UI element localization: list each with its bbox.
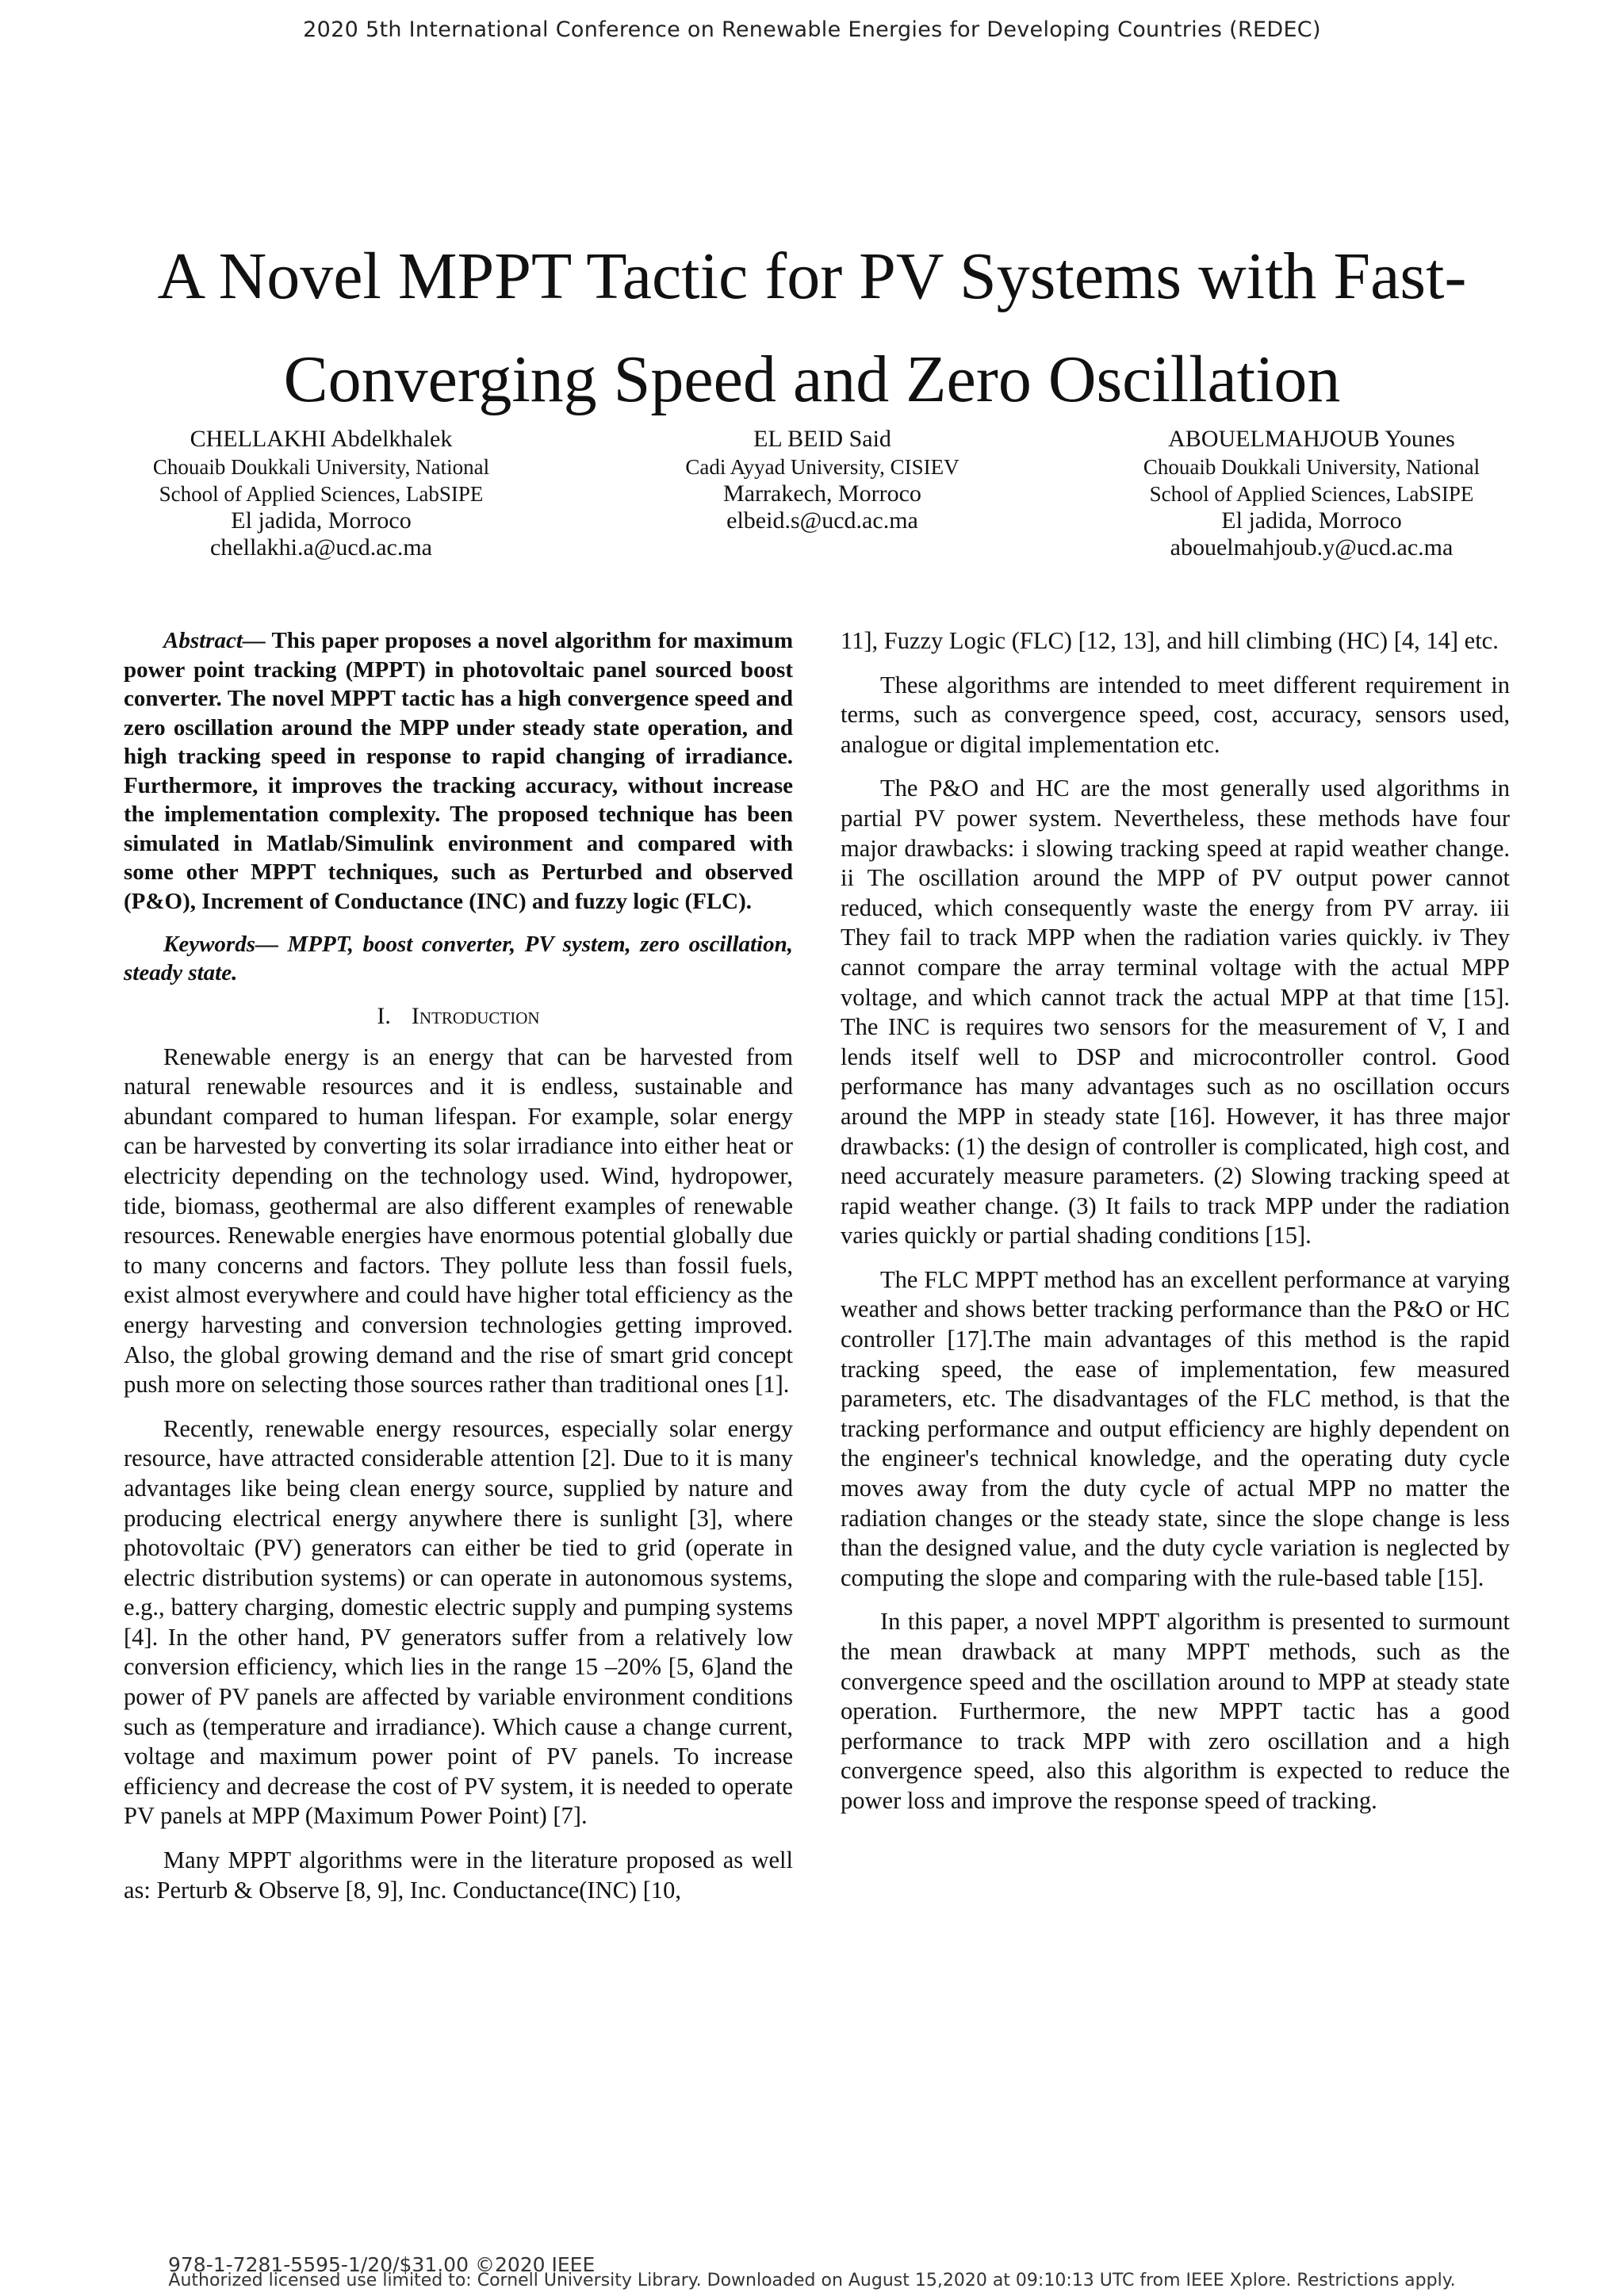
section-heading-introduction xyxy=(124,1001,793,1031)
body-paragraph: These algorithms are intended to meet different requirement in terms, such as convergence speed, cost, accuracy, sensors used, analogue or digital implementation etc. xyxy=(841,671,1510,758)
footer-isbn: 978-1-7281-5595-1/20/$31.00 ©2020 IEEE xyxy=(168,2253,596,2276)
author-name: EL BEID Said xyxy=(753,426,891,452)
author-email: abouelmahjoub.y@ucd.ac.ma xyxy=(1170,534,1454,561)
author-affiliation: School of Applied Sciences, LabSIPE xyxy=(159,482,484,506)
keywords-text: MPPT, boost converter, PV system, zero oscillation, steady state. xyxy=(124,932,793,985)
body-paragraph: The FLC MPPT method has an excellent performance at varying weather and shows better tracking performance than the P&O or HC controller [17].The main advantages of this method is the rapid tracking speed, the ease of implementation, few measured parameters, etc. The disadvantages of the FLC method, is that the tracking performance and output efficiency are highly dependent on the engineer's technical knowledge, and the operating duty cycle moves away from the duty cycle of actual MPP no matter the radiation changes or the steady state, since the slope change is less than the designed value, and the duty cycle variation is neglected by computing the slope and comparing with the rule-based table [15]. xyxy=(841,1265,1510,1591)
author-3 xyxy=(1074,425,1549,561)
section-title: Introduction xyxy=(411,1003,540,1029)
author-1 xyxy=(83,425,559,561)
footer-license-notice: Authorized licensed use limited to: Cornell University Library. Downloaded on August 15,2020 at 09:10:13 UTC from IEEE Xplore. Restrictions apply. xyxy=(168,2271,1456,2290)
body-paragraph-continued: 11], Fuzzy Logic (FLC) [12, 13], and hill climbing (HC) [4, 14] etc. xyxy=(841,627,1499,654)
body-paragraph: Many MPPT algorithms were in the literature proposed as well as: Perturb & Observe [8, 9], Inc. Conductance(INC) [10, xyxy=(124,1846,793,1904)
author-affiliation: School of Applied Sciences, LabSIPE xyxy=(1149,482,1474,506)
right-column xyxy=(841,626,1510,1831)
body-paragraph: The P&O and HC are the most generally used algorithms in partial PV power system. Nevertheless, these methods have four major drawbacks: i slowing tracking speed at rapid weather change. ii The oscillation around the MPP of PV output power cannot reduced, which consequently waste the energy from PV array. iii They fail to track MPP when the radiation varies quickly. iv They cannot compare the array terminal voltage with the actual MPP voltage, and which cannot track the actual MPP at that time [15]. The INC is requires two sensors for the measurement of V, I and lends itself well to DSP and microcontroller control. Good performance has many advantages such as no oscillation occurs around the MPP in steady state [16]. However, it has three major drawbacks: (1) the design of controller is complicated, high cost, and need accurately measure parameters. (2) Slowing tracking speed at rapid weather change. (3) It fails to track MPP under the radiation varies quickly or partial shading conditions [15]. xyxy=(841,775,1510,1249)
body-paragraph: In this paper, a novel MPPT algorithm is presented to surmount the mean drawback at many MPPT methods, such as the convergence speed and the oscillation around to MPP at steady state operation. Furthermore, the new MPPT tactic has a good performance to track MPP with zero oscillation and a high convergence speed, also this algorithm is expected to reduce the power loss and improve the response speed of tracking. xyxy=(841,1608,1510,1814)
abstract xyxy=(124,626,793,916)
author-name: CHELLAKHI Abdelkhalek xyxy=(190,426,453,452)
paper-title xyxy=(79,225,1545,431)
abstract-text: This paper proposes a novel algorithm for maximum power point tracking (MPPT) in photovoltaic panel sourced boost converter. The novel MPPT tactic has a high convergence speed and zero oscillation around the MPP under steady state operation, and high tracking speed in response to rapid changing of irradiance. Furthermore, it improves the tracking accuracy, without increase the implementation complexity. The proposed technique has been simulated in Matlab/Simulink environment and compared with some other MPPT techniques, such as Perturbed and observed (P&O), Increment of Conductance (INC) and fuzzy logic (FLC). xyxy=(124,628,793,914)
author-2 xyxy=(584,425,1060,534)
left-column xyxy=(124,626,793,1919)
title-line-1: A Novel MPPT Tactic for PV Systems with Fast- xyxy=(157,239,1467,314)
author-name: ABOUELMAHJOUB Younes xyxy=(1168,426,1455,452)
abstract-label: Abstract— xyxy=(163,628,266,653)
author-email: chellakhi.a@ucd.ac.ma xyxy=(210,534,432,561)
section-number: I. xyxy=(377,1003,391,1029)
author-city: El jadida, Morroco xyxy=(231,507,412,534)
author-affiliation: Cadi Ayyad University, CISIEV xyxy=(685,455,959,479)
author-city: Marrakech, Morroco xyxy=(723,480,921,507)
author-affiliation: Chouaib Doukkali University, National xyxy=(1143,455,1480,479)
keywords-label: Keywords— xyxy=(163,932,278,957)
author-city: El jadida, Morroco xyxy=(1221,507,1402,534)
author-email: elbeid.s@ucd.ac.ma xyxy=(726,507,918,534)
title-line-2: Converging Speed and Zero Oscillation xyxy=(283,342,1341,417)
conference-header: 2020 5th International Conference on Renewable Energies for Developing Countries (REDEC) xyxy=(303,17,1321,42)
author-affiliation: Chouaib Doukkali University, National xyxy=(152,455,490,479)
body-paragraph: Recently, renewable energy resources, especially solar energy resource, have attracted considerable attention [2]. Due to it is many advantages like being clean energy source, supplied by nature and producing electrical energy anywhere there is sunlight [3], where photovoltaic (PV) generators can either be tied to grid (operate in electric distribution systems) or can operate in autonomous systems, e.g., battery charging, domestic electric supply and pumping systems [4]. In the other hand, PV generators suffer from a relatively low conversion efficiency, which lies in the range 15 –20% [5, 6]and the power of PV panels are affected by variable environment conditions such as (temperature and irradiance). Which cause a change current, voltage and maximum power point of PV panels. To increase efficiency and decrease the cost of PV system, it is needed to operate PV panels at MPP (Maximum Power Point) [7]. xyxy=(124,1414,793,1830)
body-paragraph: Renewable energy is an energy that can be harvested from natural renewable resources and it is endless, sustainable and abundant compared to human lifespan. For example, solar energy can be harvested by converting its solar irradiance into either heat or electricity depending on the technology used. Wind, hydropower, tide, biomass, geothermal are also different examples of renewable resources. Renewable energies have enormous potential globally due to many concerns and factors. They pollute less than fossil fuels, exist almost everywhere and could have higher total efficiency as the energy harvesting and conversion technologies getting improved. Also, the global growing demand and the rise of smart grid concept push more on selecting those sources rather than traditional ones [1]. xyxy=(124,1043,793,1399)
keywords xyxy=(124,930,793,987)
